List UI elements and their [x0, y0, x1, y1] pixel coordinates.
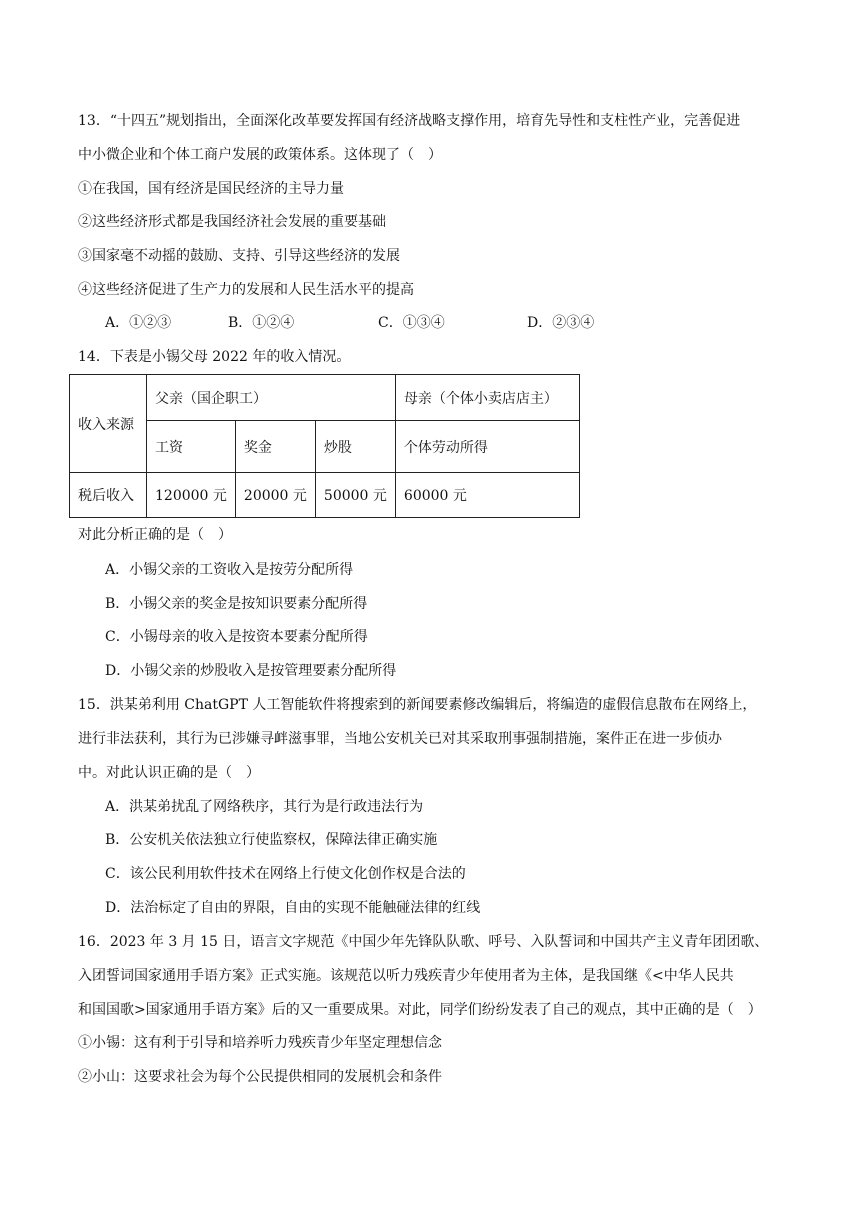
- q13-option-b[interactable]: B．①②④: [228, 315, 295, 331]
- q15-stem-line1: 15．洪某弟利用 ChatGPT 人工智能软件将搜索到的新闻要素修改编辑后，将编造的虚假信息散布在网络上，: [78, 697, 757, 713]
- q16-item-1: ①小锡：这有利于引导和培养听力残疾青少年坚定理想信念: [78, 1035, 442, 1051]
- father-header: 父亲（国企职工）: [147, 375, 396, 421]
- q13-item-2: ②这些经济形式都是我国经济社会发展的重要基础: [78, 214, 386, 230]
- q15-option-d[interactable]: D．法治标定了自由的界限，自由的实现不能触碰法律的红线: [105, 900, 481, 916]
- q16-stem-line3: 和国国歌>国家通用手语方案》后的又一重要成果。对此，同学们纷纷发表了自己的观点，其中正确的是（ ）: [78, 1002, 762, 1018]
- q14-option-a[interactable]: A．小锡父亲的工资收入是按劳分配所得: [105, 562, 354, 578]
- row-header-income: 税后收入: [70, 473, 147, 518]
- q16-stem-line2: 入团誓词国家通用手语方案》正式实施。该规范以听力残疾青少年使用者为主体，是我国继《<中华人民共: [78, 968, 734, 984]
- q13-option-c[interactable]: C．①③④: [378, 315, 445, 331]
- q16-stem-line1: 16．2023 年 3 月 15 日，语言文字规范《中国少年先锋队队歌、呼号、入队誓词和中国共产主义青年团团歌、: [78, 934, 769, 950]
- q15-option-c[interactable]: C．该公民利用软件技术在网络上行使文化创作权是合法的: [105, 866, 466, 882]
- q13-item-1: ①在我国，国有经济是国民经济的主导力量: [78, 181, 344, 197]
- q13-options: [105, 313, 705, 333]
- q13-option-a[interactable]: A．①②③: [105, 315, 172, 331]
- value-salary: 120000 元: [147, 473, 236, 518]
- value-stocks: 50000 元: [315, 473, 395, 518]
- q14-option-d[interactable]: D．小锡父亲的炒股收入是按管理要素分配所得: [105, 663, 397, 679]
- q13-stem-line1: 13．“十四五”规划指出，全面深化改革要发挥国有经济战略支撑作用，培育先导性和支柱性产业，完善促进: [78, 113, 741, 129]
- sub-header-stocks: 炒股: [315, 421, 395, 473]
- q14-stem: 14．下表是小锡父母 2022 年的收入情况。: [78, 349, 351, 365]
- q15-option-a[interactable]: A．洪某弟扰乱了网络秩序，其行为是行政违法行为: [105, 799, 424, 815]
- sub-header-self-employed: 个体劳动所得: [395, 421, 579, 473]
- q13-item-3: ③国家毫不动摇的鼓励、支持、引导这些经济的发展: [78, 248, 400, 264]
- q14-option-c[interactable]: C．小锡母亲的收入是按资本要素分配所得: [105, 629, 368, 645]
- q13-option-d[interactable]: D．②③④: [527, 315, 595, 331]
- q13-item-4: ④这些经济促进了生产力的发展和人民生活水平的提高: [78, 282, 414, 298]
- q13-stem-line2: 中小微企业和个体工商户发展的政策体系。这体现了（ ）: [78, 147, 442, 163]
- q16-item-2: ②小山：这要求社会为每个公民提供相同的发展机会和条件: [78, 1069, 442, 1085]
- value-bonus: 20000 元: [235, 473, 315, 518]
- value-self-employed: 60000 元: [395, 473, 579, 518]
- sub-header-salary: 工资: [147, 421, 236, 473]
- q15-stem-line2: 进行非法获利，其行为已涉嫌寻衅滋事罪，当地公安机关已对其采取刑事强制措施，案件正在进一步侦办: [78, 731, 722, 747]
- mother-header: 母亲（个体小卖店店主）: [395, 375, 579, 421]
- q15-option-b[interactable]: B．公安机关依法独立行使监察权，保障法律正确实施: [105, 832, 438, 848]
- income-table: [69, 374, 580, 518]
- row-header-source: 收入来源: [70, 375, 147, 473]
- q14-option-b[interactable]: B．小锡父亲的奖金是按知识要素分配所得: [105, 596, 368, 612]
- q14-question: 对此分析正确的是（ ）: [78, 527, 232, 543]
- q15-stem-line3: 中。对此认识正确的是（ ）: [78, 765, 260, 781]
- sub-header-bonus: 奖金: [235, 421, 315, 473]
